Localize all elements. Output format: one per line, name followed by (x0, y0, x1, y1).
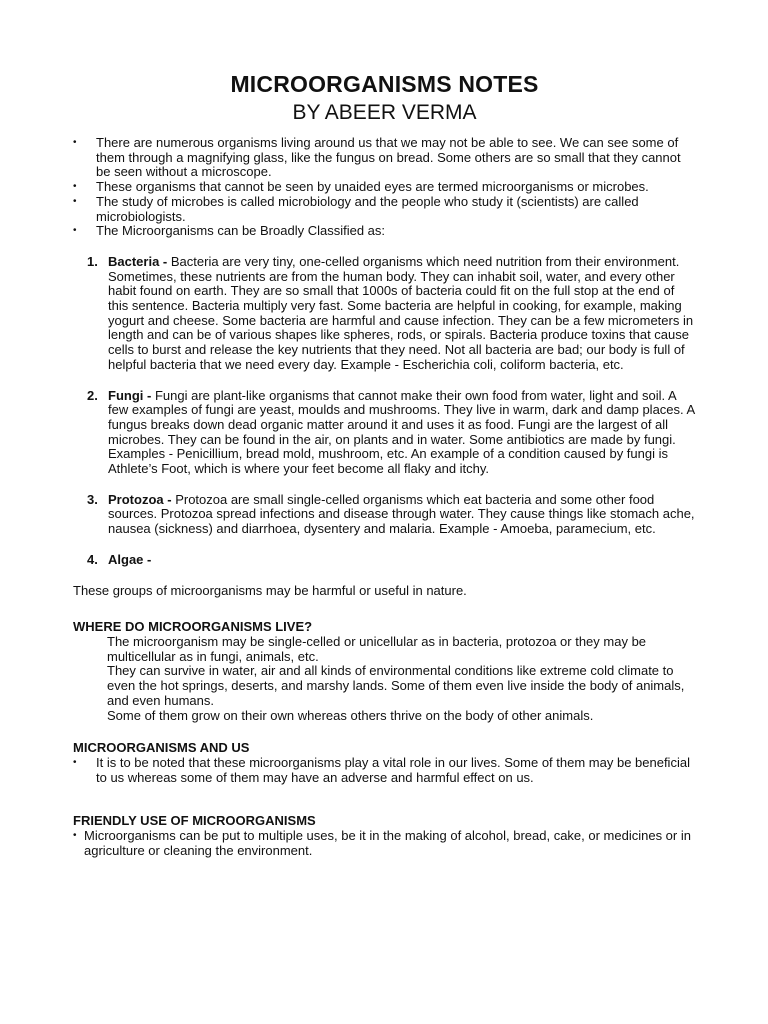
intro-list (73, 136, 696, 239)
item-number: 4. (87, 551, 98, 567)
list-item: • The study of microbes is called microbiology and the people who study it (scientists) are called microbiologists. (73, 195, 696, 224)
section-heading-where-live: WHERE DO MICROORGANISMS LIVE? (73, 619, 313, 635)
item-text: Bacteria are very tiny, one-celled organisms which need nutrition from their environment. Sometimes, these nutrients are from the human body. They can inhabit soil, water, and every other habit found on earth. They are so small that 1000s of bacteria could fit on the full stop at the end of this sentence. Bacteria multiply very fast. Some bacteria are helpful in cooking, for example, making yogurt and cheese. Some bacteria are harmful and cause infection. They can be a few micrometers in length and can be of various shapes like spheres, rods, or spirals. Bacteria produce toxins that cause cells to burst and release the key nutrients that they need. Not all bacteria are bad; our body is full of helpful bacteria that we need every day. Example - Escherichia coli, coliform bacteria, etc. (108, 253, 694, 372)
author-line: BY ABEER VERMA (292, 101, 477, 124)
where-live-body (73, 635, 696, 723)
item-number: 1. (87, 253, 98, 269)
item-number: 3. (87, 491, 98, 507)
section-heading-friendly-use: FRIENDLY USE OF MICROORGANISMS (73, 813, 316, 829)
item-term: Bacteria - (108, 253, 168, 269)
item-text: Fungi are plant-like organisms that cannot make their own food from water, light and soil. A few examples of fungi are yeast, moulds and mushrooms. They live in warm, dark and damp places. A fungus breaks down dead organic matter around it and uses it as food. Fungi are the largest of all microbes. They can be found in the air, on plants and in water. Some antibiotics are made by fungi. Examples - Penicillium, bread mold, mushroom, etc. An example of a condition caused by fungi is Athlete’s Foot, which is where your feet become all flaky and itchy. (108, 387, 695, 477)
item-number: 2. (87, 387, 98, 403)
class-fungi (73, 389, 696, 477)
list-item: • The Microorganisms can be Broadly Classified as: (73, 224, 696, 239)
class-bacteria (73, 255, 696, 373)
item-term: Fungi - (108, 387, 152, 403)
paragraph: The microorganism may be single-celled or unicellular as in bacteria, protozoa or they may be multicellular as in fungi, animals, etc. (107, 633, 647, 664)
page-title: MICROORGANISMS NOTES (230, 71, 539, 97)
and-us-list (73, 756, 696, 785)
class-algae (73, 553, 696, 568)
document-body (73, 136, 696, 858)
paragraph: They can survive in water, air and all kinds of environmental conditions like extreme cold climate to even the hot springs, deserts, and marshy lands. Some of them even live inside the body of animals, and even humans. (107, 663, 685, 708)
list-item: • There are numerous organisms living around us that we may not be able to see. We can see some of them through a magnifying glass, like the fungus on bread. Some others are so small that they cannot be seen without a microscope. (73, 136, 696, 180)
item-term: Protozoa - (108, 491, 172, 507)
class-protozoa (73, 493, 696, 537)
friendly-use-list (73, 829, 696, 858)
item-text: Protozoa are small single-celled organisms which eat bacteria and some other food sources. Protozoa spread infections and disease through water. They cause things like stomach ache, nausea (sickness) and diarrhoea, dysentery and malaria. Example - Amoeba, paramecium, etc. (108, 491, 695, 537)
item-term: Algae - (108, 551, 152, 567)
list-item: • Microorganisms can be put to multiple uses, be it in the making of alcohol, bread, cake, or medicines or in agriculture or cleaning the environment. (73, 829, 696, 858)
groups-note: These groups of microorganisms may be harmful or useful in nature. (73, 582, 467, 598)
list-item: • It is to be noted that these microorganisms play a vital role in our lives. Some of them may be beneficial to us whereas some of them may have an adverse and harmful effect on us. (73, 756, 696, 785)
classification-list (73, 255, 696, 568)
section-heading-and-us: MICROORGANISMS AND US (73, 740, 250, 756)
list-item: • These organisms that cannot be seen by unaided eyes are termed microorganisms or microbes. (73, 180, 696, 195)
paragraph: Some of them grow on their own whereas others thrive on the body of other animals. (107, 707, 594, 723)
